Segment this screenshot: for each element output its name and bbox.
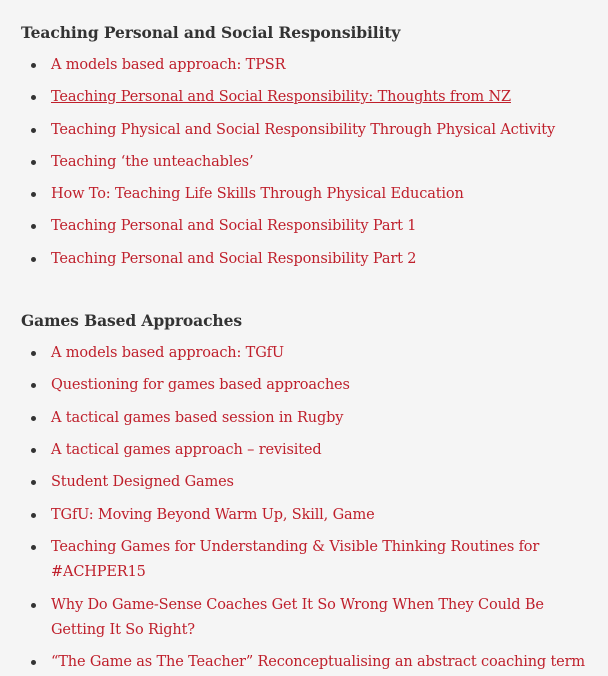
- bullet-icon: [31, 448, 36, 453]
- bullet-icon: [31, 351, 36, 356]
- bullet-icon: [31, 160, 36, 165]
- link-games-coaches-wrong[interactable]: Why Do Game-Sense Coaches Get It So Wrong When They Could Be Getting It So Right?: [51, 596, 544, 639]
- link-games-tgfu-models[interactable]: A models based approach: TGfU: [51, 345, 284, 362]
- list-item: [21, 118, 608, 144]
- bullet-icon: [31, 480, 36, 485]
- link-tpsr-physical-activity[interactable]: Teaching Physical and Social Responsibility Through Physical Activity: [51, 121, 556, 138]
- bullet-icon: [31, 416, 36, 421]
- bullet-icon: [31, 513, 36, 518]
- list-item: [21, 650, 608, 676]
- link-games-visible-thinking[interactable]: Teaching Games for Understanding & Visible Thinking Routines for #ACHPER15: [51, 538, 540, 581]
- link-games-rugby-session[interactable]: A tactical games based session in Rugby: [51, 409, 344, 426]
- section-heading-tpsr: Teaching Personal and Social Responsibility: [21, 23, 401, 42]
- link-games-student-designed[interactable]: Student Designed Games: [51, 474, 234, 491]
- bullet-icon: [31, 192, 36, 197]
- list-item: [21, 503, 608, 529]
- list-item: [21, 85, 608, 111]
- list-item: [21, 438, 608, 464]
- list-item: [21, 373, 608, 399]
- link-tpsr-models-approach[interactable]: A models based approach: TPSR: [51, 57, 286, 73]
- bullet-icon: [31, 257, 36, 262]
- bullet-icon: [31, 128, 36, 133]
- link-tpsr-unteachables[interactable]: Teaching ‘the unteachables’: [51, 153, 254, 170]
- link-games-tactical-revisited[interactable]: A tactical games approach – revisited: [51, 441, 322, 458]
- link-tpsr-part-2[interactable]: Teaching Personal and Social Responsibility Part 2: [51, 250, 417, 267]
- list-item: [21, 247, 608, 273]
- bullet-icon: [31, 660, 36, 665]
- link-games-beyond-warm-up[interactable]: TGfU: Moving Beyond Warm Up, Skill, Game: [51, 506, 375, 523]
- link-tpsr-life-skills[interactable]: How To: Teaching Life Skills Through Physical Education: [51, 186, 464, 203]
- link-tpsr-part-1[interactable]: Teaching Personal and Social Responsibility Part 1: [51, 218, 417, 235]
- link-tpsr-thoughts-nz[interactable]: Teaching Personal and Social Responsibility: Thoughts from NZ: [51, 89, 511, 106]
- list-item: [21, 406, 608, 432]
- list-item: [21, 593, 608, 644]
- bullet-icon: [31, 63, 36, 68]
- list-item: [21, 535, 608, 586]
- list-item: [21, 53, 608, 79]
- section-heading-games: Games Based Approaches: [21, 311, 242, 331]
- list-item: [21, 470, 608, 496]
- bullet-icon: [31, 603, 36, 608]
- bullet-icon: [31, 545, 36, 550]
- list-item: [21, 341, 608, 367]
- list-item: [21, 150, 608, 176]
- bullet-icon: [31, 224, 36, 229]
- link-games-questioning[interactable]: Questioning for games based approaches: [51, 377, 350, 394]
- bullet-icon: [31, 95, 36, 100]
- bullet-icon: [31, 383, 36, 388]
- list-item: [21, 182, 608, 208]
- link-list-tpsr: [21, 53, 608, 272]
- link-games-game-as-teacher[interactable]: “The Game as The Teacher” Reconceptualising an abstract coaching term: [51, 654, 585, 671]
- link-list-games: [21, 341, 608, 676]
- list-item: [21, 214, 608, 240]
